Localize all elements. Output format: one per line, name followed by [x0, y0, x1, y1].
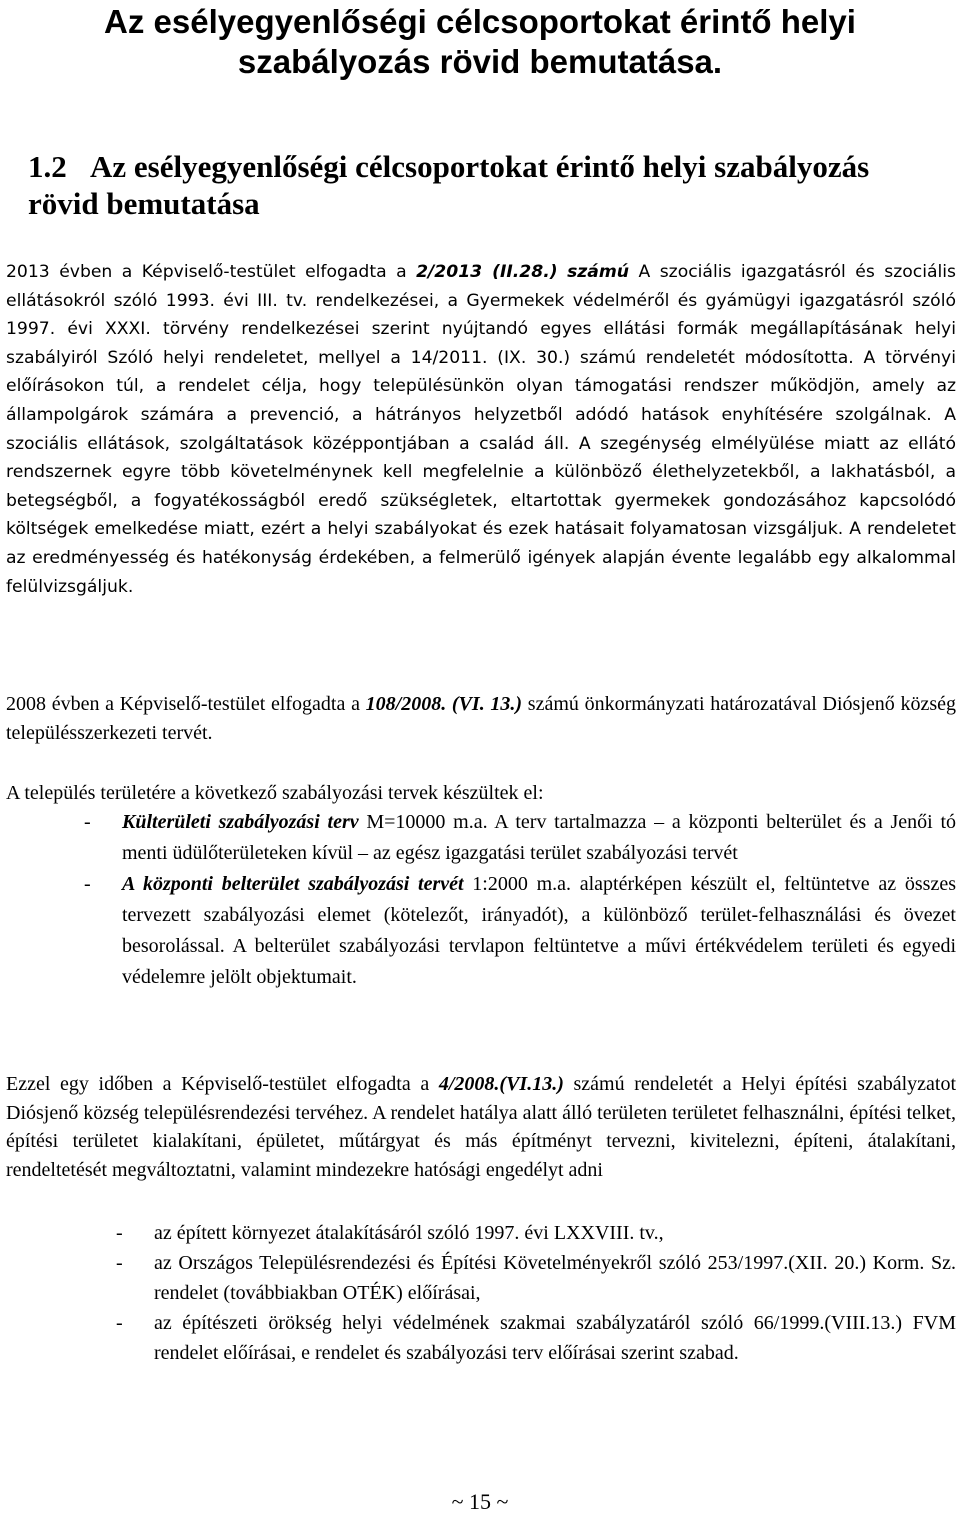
section-title-b: rövid bemutatása [28, 186, 260, 221]
paragraph-structure-plan: 2008 évben a Képviselő-testület elfogadta a 108/2008. (VI. 13.) számú önkormányzati határozatával Diósjenő község településszerkezeti tervét. [6, 693, 957, 744]
title-line-1: Az esélyegyenlőségi célcsoportokat érintő helyi [104, 3, 856, 40]
list-item: - Külterületi szabályozási terv M=10000 m.a. A terv tartalmazza – a központi belterület és a Jenői tó menti üdülőterületeken kívül – az egész igazgatási terület szabályozási tervét [84, 807, 956, 869]
resolution-reference: 108/2008. (VI. 13.) [365, 693, 523, 715]
title-line-2: szabályozás rövid bemutatása. [237, 43, 723, 80]
regulation-reference: 2/2013 (II.28.) [416, 262, 558, 282]
section-heading [28, 148, 948, 222]
plans-list [84, 807, 956, 993]
list-item: - A központi belterület szabályozási tervét 1:2000 m.a. alaptérképen készült el, feltüntetve az összes tervezett szabályozási elemet (kötelezőt, irányadót), a különböző terület-felhasználási és övezet besorolással. A belterület szabályozási tervlapon feltüntetve a művi értékvédelem területi és egyedi védelemre jelölt objektumait. [84, 869, 956, 993]
list-item: - az építészeti örökség helyi védelmének szakmai szabályzatáról szóló 66/1999.(VIII.13.) FVM rendelet előírásai, e rendelet és szabályozási terv előírásai szerint szabad. [116, 1308, 956, 1368]
plan-name: Külterületi szabályozási terv [122, 811, 359, 833]
list-dash: - [116, 1312, 123, 1334]
list-dash: - [84, 811, 91, 833]
building-code-reference: 4/2008.(VI.13.) [438, 1073, 564, 1095]
list-dash: - [116, 1222, 123, 1244]
laws-list [116, 1218, 956, 1368]
regulation-number-word: számú [567, 262, 630, 282]
section-title-a: Az esélyegyenlőségi célcsoportokat érintő helyi szabályozás [90, 149, 870, 184]
paragraph-regulation-goal: A törvényi előírásokon túl, a rendelet célja, hogy településünkön olyan támogatási rendszer működjön, amely az állampolgárok számára a prevenció, a hátrányos helyzetből adódó hatások enyhítésére szolgálnak. A szociális ellátások, szolgáltatások középpontjában a család áll. A szegénység elmélyülése miatt az ellátó rendszernek egyre több követelménynek kell megfelelnie a különböző élethelyzetekből, a lakhatásból, a betegségből, a fogyatékosságból eredő szükségletek, eltartottak gyermekek gondozásához kapcsolódó költségek emelkedése miatt, ezért a helyi szabályokat és ezek hatásait folyamatosan vizsgáljuk. A rendeletet az eredményesség és hatékonyság érdekében, a felmerülő igények alapján évente legalább egy alkalommal felülvizsgáljuk. [6, 347, 956, 597]
section-number: 1.2 [28, 149, 67, 184]
list-item: - az épített környezet átalakításáról szóló 1997. évi LXXVIII. tv., [116, 1218, 956, 1248]
document-title [0, 2, 960, 82]
list-item: - az Országos Településrendezési és Építési Követelményekről szóló 253/1997.(XII. 20.) Korm. Sz. rendelet (továbbiakban OTÉK) előírásai, [116, 1248, 956, 1308]
list-dash: - [116, 1252, 123, 1274]
plan-name: A központi belterület szabályozási tervét [122, 873, 464, 895]
paragraph-plans-intro: A település területére a következő szabályozási tervek készültek el: [6, 782, 544, 804]
paragraph-building-code: Ezzel egy időben a Képviselő-testület elfogadta a 4/2008.(VI.13.) számú rendeletét a Helyi építési szabályzatot Diósjenő község településrendezési tervéhez. A rendelet hatálya alatt álló területen területet felhasználni, építési telket, építési területet kialakítani, épületet, műtárgyat és más építményt tervezni, kivitelezni, építeni, átalakítani, rendeltetését megváltoztatni, valamint mindezekre hatósági engedélyt adni [6, 1073, 956, 1181]
paragraph-social-regulation: 2013 évben a Képviselő-testület elfogadta a 2/2013 (II.28.) számú A szociális igazgatásról és szociális ellátásokról szóló 1993. évi III. tv. rendelkezései, a Gyermekek védelméről és gyámügyi igazgatásról szóló 1997. évi XXXI. törvény rendelkezései szerint nyújtandó egyes ellátási formák megállapításának helyi szabályiról Szóló helyi rendeletet, mellyel a 14/2011. (IX. 30.) számú rendeletét módosította. A törvényi előírásokon túl, a rendelet célja, hogy településünkön olyan támogatási rendszer működjön, amely az állampolgárok számára a prevenció, a hátrányos helyzetből adódó hatások enyhítésére szolgálnak. A szociális ellátások, szolgáltatások középpontjában a család áll. A szegénység elmélyülése miatt az ellátó rendszernek egyre több követelménynek kell megfelelnie a különböző élethelyzetekből, a lakhatásból, a betegségből, a fogyatékosságból eredő szükségletek, eltartottak gyermekek gondozásához kapcsolódó költségek emelkedése miatt, ezért a helyi szabályokat és ezek hatásait folyamatosan vizsgáljuk. A rendeletet az eredményesség és hatékonyság érdekében, a felmerülő igények alapján évente legalább egy alkalommal felülvizsgáljuk. [6, 262, 957, 597]
list-dash: - [84, 873, 91, 895]
page-number: ~ 15 ~ [451, 1489, 509, 1514]
